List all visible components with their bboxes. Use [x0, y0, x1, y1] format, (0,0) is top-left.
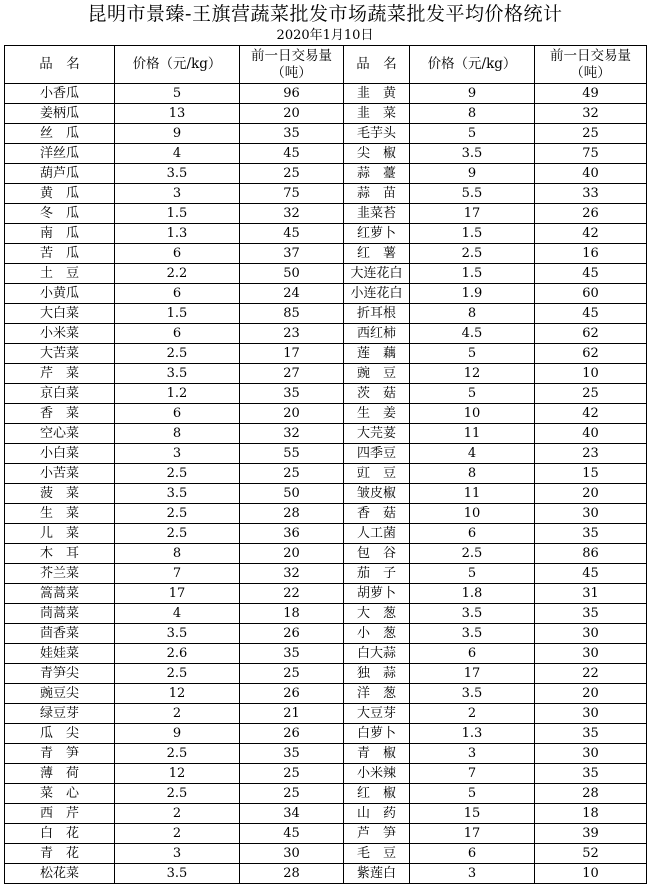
- right-volume-cell: 32: [535, 104, 647, 124]
- right-price-cell: 11: [410, 484, 535, 504]
- table-row: [5, 544, 647, 564]
- right-volume-cell: 10: [535, 364, 647, 384]
- left-volume-cell: 18: [240, 604, 344, 624]
- right-volume-cell: 26: [535, 204, 647, 224]
- right-volume-cell: 33: [535, 184, 647, 204]
- right-price-cell: 17: [410, 824, 535, 844]
- table-header-row: [5, 46, 647, 84]
- right-price-cell: 3: [410, 744, 535, 764]
- left-volume-cell: 25: [240, 784, 344, 804]
- left-name-cell: 小苦菜: [5, 464, 115, 484]
- left-name-cell: 香 菜: [5, 404, 115, 424]
- right-volume-cell: 35: [535, 764, 647, 784]
- right-volume-cell: 35: [535, 524, 647, 544]
- left-name-cell: 娃娃菜: [5, 644, 115, 664]
- left-name-cell: 茼蒿菜: [5, 604, 115, 624]
- right-name-cell: 小连花白: [344, 284, 410, 304]
- table-row: [5, 124, 647, 144]
- left-name-cell: 绿豆芽: [5, 704, 115, 724]
- right-name-cell: 洋 葱: [344, 684, 410, 704]
- left-price-cell: 1.3: [115, 224, 240, 244]
- right-price-cell: 3.5: [410, 624, 535, 644]
- left-name-cell: 菠 菜: [5, 484, 115, 504]
- right-name-cell: 莲 藕: [344, 344, 410, 364]
- right-volume-cell: 35: [535, 604, 647, 624]
- table-row: [5, 244, 647, 264]
- right-price-cell: 2: [410, 704, 535, 724]
- table-row: [5, 444, 647, 464]
- right-volume-cell: 30: [535, 744, 647, 764]
- right-name-cell: 大芫荽: [344, 424, 410, 444]
- left-volume-cell: 22: [240, 584, 344, 604]
- right-volume-cell: 62: [535, 324, 647, 344]
- right-price-cell: 1.5: [410, 224, 535, 244]
- right-volume-cell: 42: [535, 404, 647, 424]
- table-row: [5, 744, 647, 764]
- left-price-cell: 3.5: [115, 864, 240, 884]
- price-table: [4, 45, 647, 884]
- left-volume-cell: 23: [240, 324, 344, 344]
- right-price-cell: 4: [410, 444, 535, 464]
- right-price-cell: 5: [410, 784, 535, 804]
- right-name-cell: 茄 子: [344, 564, 410, 584]
- left-price-cell: 12: [115, 764, 240, 784]
- right-name-cell: 蒜 苗: [344, 184, 410, 204]
- left-price-cell: 6: [115, 244, 240, 264]
- right-volume-cell: 86: [535, 544, 647, 564]
- left-volume-cell: 26: [240, 684, 344, 704]
- table-row: [5, 264, 647, 284]
- left-price-cell: 4: [115, 144, 240, 164]
- left-name-cell: 青 花: [5, 844, 115, 864]
- right-price-cell: 5.5: [410, 184, 535, 204]
- right-price-cell: 6: [410, 524, 535, 544]
- left-name-cell: 小黄瓜: [5, 284, 115, 304]
- right-name-cell: 包 谷: [344, 544, 410, 564]
- right-price-cell: 5: [410, 344, 535, 364]
- right-volume-cell: 30: [535, 504, 647, 524]
- right-volume-cell: 31: [535, 584, 647, 604]
- right-volume-cell: 16: [535, 244, 647, 264]
- right-name-cell: 白萝卜: [344, 724, 410, 744]
- left-volume-cell: 32: [240, 204, 344, 224]
- left-name-cell: 洋丝瓜: [5, 144, 115, 164]
- left-volume-cell: 20: [240, 104, 344, 124]
- left-name-cell: 儿 菜: [5, 524, 115, 544]
- right-price-cell: 5: [410, 564, 535, 584]
- right-name-cell: 四季豆: [344, 444, 410, 464]
- right-volume-cell: 25: [535, 384, 647, 404]
- left-volume-cell: 45: [240, 224, 344, 244]
- left-name-cell: 瓜 尖: [5, 724, 115, 744]
- left-name-cell: 篙蒿菜: [5, 584, 115, 604]
- right-volume-cell: 42: [535, 224, 647, 244]
- right-price-cell: 4.5: [410, 324, 535, 344]
- left-name-cell: 空心菜: [5, 424, 115, 444]
- right-volume-cell: 20: [535, 484, 647, 504]
- header-volume-left: 前一日交易量（吨）: [240, 46, 344, 84]
- left-price-cell: 12: [115, 684, 240, 704]
- right-price-cell: 3.5: [410, 684, 535, 704]
- right-name-cell: 豌 豆: [344, 364, 410, 384]
- right-name-cell: 红 椒: [344, 784, 410, 804]
- right-price-cell: 3.5: [410, 604, 535, 624]
- table-row: [5, 504, 647, 524]
- left-volume-cell: 25: [240, 164, 344, 184]
- right-volume-cell: 30: [535, 704, 647, 724]
- table-row: [5, 284, 647, 304]
- left-price-cell: 13: [115, 104, 240, 124]
- table-row: [5, 664, 647, 684]
- right-price-cell: 2.5: [410, 244, 535, 264]
- left-name-cell: 大苦菜: [5, 344, 115, 364]
- right-volume-cell: 15: [535, 464, 647, 484]
- left-price-cell: 2: [115, 804, 240, 824]
- right-price-cell: 8: [410, 464, 535, 484]
- left-price-cell: 5: [115, 84, 240, 104]
- table-row: [5, 104, 647, 124]
- table-row: [5, 84, 647, 104]
- left-price-cell: 2: [115, 824, 240, 844]
- left-name-cell: 白 花: [5, 824, 115, 844]
- right-name-cell: 白大蒜: [344, 644, 410, 664]
- left-price-cell: 3: [115, 184, 240, 204]
- header-name-right: 品 名: [344, 46, 410, 84]
- table-row: [5, 764, 647, 784]
- right-name-cell: 大豆芽: [344, 704, 410, 724]
- left-name-cell: 冬 瓜: [5, 204, 115, 224]
- left-volume-cell: 45: [240, 144, 344, 164]
- left-price-cell: 9: [115, 124, 240, 144]
- left-price-cell: 9: [115, 724, 240, 744]
- left-volume-cell: 32: [240, 564, 344, 584]
- header-price-right: 价格（元/kg）: [410, 46, 535, 84]
- left-name-cell: 京白菜: [5, 384, 115, 404]
- table-row: [5, 804, 647, 824]
- left-price-cell: 6: [115, 284, 240, 304]
- table-row: [5, 584, 647, 604]
- table-row: [5, 644, 647, 664]
- right-volume-cell: 40: [535, 164, 647, 184]
- header-name-left: 品 名: [5, 46, 115, 84]
- left-name-cell: 生 菜: [5, 504, 115, 524]
- left-name-cell: 葫芦瓜: [5, 164, 115, 184]
- right-volume-cell: 28: [535, 784, 647, 804]
- left-price-cell: 2.5: [115, 464, 240, 484]
- left-price-cell: 8: [115, 424, 240, 444]
- table-row: [5, 624, 647, 644]
- left-volume-cell: 75: [240, 184, 344, 204]
- left-name-cell: 青笋尖: [5, 664, 115, 684]
- right-price-cell: 9: [410, 84, 535, 104]
- left-volume-cell: 17: [240, 344, 344, 364]
- left-volume-cell: 30: [240, 844, 344, 864]
- left-volume-cell: 20: [240, 544, 344, 564]
- left-name-cell: 大白菜: [5, 304, 115, 324]
- right-volume-cell: 39: [535, 824, 647, 844]
- table-row: [5, 784, 647, 804]
- left-volume-cell: 55: [240, 444, 344, 464]
- right-price-cell: 8: [410, 104, 535, 124]
- left-price-cell: 3.5: [115, 164, 240, 184]
- left-price-cell: 2.5: [115, 524, 240, 544]
- table-row: [5, 424, 647, 444]
- right-name-cell: 豇 豆: [344, 464, 410, 484]
- right-name-cell: 皱皮椒: [344, 484, 410, 504]
- right-name-cell: 紫莲白: [344, 864, 410, 884]
- table-row: [5, 824, 647, 844]
- right-price-cell: 6: [410, 644, 535, 664]
- left-name-cell: 苦 瓜: [5, 244, 115, 264]
- left-volume-cell: 28: [240, 504, 344, 524]
- left-volume-cell: 35: [240, 384, 344, 404]
- left-price-cell: 1.2: [115, 384, 240, 404]
- left-volume-cell: 50: [240, 484, 344, 504]
- left-price-cell: 2.5: [115, 744, 240, 764]
- right-volume-cell: 52: [535, 844, 647, 864]
- left-name-cell: 芥兰菜: [5, 564, 115, 584]
- right-price-cell: 7: [410, 764, 535, 784]
- left-name-cell: 菜 心: [5, 784, 115, 804]
- left-price-cell: 2.2: [115, 264, 240, 284]
- right-name-cell: 山 药: [344, 804, 410, 824]
- right-name-cell: 青 椒: [344, 744, 410, 764]
- table-body: [5, 84, 647, 884]
- right-price-cell: 10: [410, 504, 535, 524]
- right-volume-cell: 30: [535, 644, 647, 664]
- right-name-cell: 人工菌: [344, 524, 410, 544]
- left-volume-cell: 50: [240, 264, 344, 284]
- left-price-cell: 3.5: [115, 364, 240, 384]
- right-name-cell: 折耳根: [344, 304, 410, 324]
- left-volume-cell: 25: [240, 764, 344, 784]
- left-price-cell: 3.5: [115, 624, 240, 644]
- report-date: 2020年1月10日: [276, 28, 374, 43]
- left-volume-cell: 27: [240, 364, 344, 384]
- left-name-cell: 西 芹: [5, 804, 115, 824]
- table-row: [5, 144, 647, 164]
- right-price-cell: 10: [410, 404, 535, 424]
- table-row: [5, 304, 647, 324]
- right-price-cell: 11: [410, 424, 535, 444]
- left-price-cell: 3: [115, 444, 240, 464]
- right-volume-cell: 45: [535, 564, 647, 584]
- right-name-cell: 韭 菜: [344, 104, 410, 124]
- right-price-cell: 6: [410, 844, 535, 864]
- table-row: [5, 604, 647, 624]
- header-price-left: 价格（元/kg）: [115, 46, 240, 84]
- right-name-cell: 香 菇: [344, 504, 410, 524]
- left-name-cell: 薄 荷: [5, 764, 115, 784]
- table-row: [5, 204, 647, 224]
- left-price-cell: 6: [115, 324, 240, 344]
- left-volume-cell: 26: [240, 724, 344, 744]
- right-name-cell: 大连花白: [344, 264, 410, 284]
- left-volume-cell: 35: [240, 644, 344, 664]
- right-volume-cell: 23: [535, 444, 647, 464]
- left-price-cell: 2.5: [115, 664, 240, 684]
- right-price-cell: 1.8: [410, 584, 535, 604]
- left-volume-cell: 37: [240, 244, 344, 264]
- right-name-cell: 大 葱: [344, 604, 410, 624]
- left-name-cell: 黄 瓜: [5, 184, 115, 204]
- left-volume-cell: 25: [240, 464, 344, 484]
- table-row: [5, 704, 647, 724]
- left-volume-cell: 35: [240, 124, 344, 144]
- right-price-cell: 5: [410, 124, 535, 144]
- right-volume-cell: 25: [535, 124, 647, 144]
- right-volume-cell: 49: [535, 84, 647, 104]
- left-volume-cell: 26: [240, 624, 344, 644]
- left-volume-cell: 34: [240, 804, 344, 824]
- right-name-cell: 红萝卜: [344, 224, 410, 244]
- right-price-cell: 1.9: [410, 284, 535, 304]
- left-price-cell: 2.5: [115, 784, 240, 804]
- table-row: [5, 324, 647, 344]
- right-name-cell: 茨 菇: [344, 384, 410, 404]
- left-price-cell: 1.5: [115, 304, 240, 324]
- right-price-cell: 1.3: [410, 724, 535, 744]
- right-volume-cell: 22: [535, 664, 647, 684]
- right-volume-cell: 60: [535, 284, 647, 304]
- right-price-cell: 15: [410, 804, 535, 824]
- left-price-cell: 7: [115, 564, 240, 584]
- table-row: [5, 724, 647, 744]
- left-volume-cell: 45: [240, 824, 344, 844]
- right-name-cell: 胡萝卜: [344, 584, 410, 604]
- right-name-cell: 尖 椒: [344, 144, 410, 164]
- right-name-cell: 红 薯: [344, 244, 410, 264]
- right-price-cell: 9: [410, 164, 535, 184]
- right-name-cell: 独 蒜: [344, 664, 410, 684]
- left-name-cell: 小米菜: [5, 324, 115, 344]
- report-title: 昆明市景臻-王旗营蔬菜批发市场蔬菜批发平均价格统计: [87, 3, 563, 25]
- right-volume-cell: 30: [535, 624, 647, 644]
- table-row: [5, 564, 647, 584]
- left-price-cell: 1.5: [115, 204, 240, 224]
- left-volume-cell: 35: [240, 744, 344, 764]
- right-volume-cell: 10: [535, 864, 647, 884]
- table-row: [5, 864, 647, 884]
- right-name-cell: 韭菜苔: [344, 204, 410, 224]
- header-volume-right: 前一日交易量（吨）: [535, 46, 647, 84]
- table-row: [5, 224, 647, 244]
- left-price-cell: 2: [115, 704, 240, 724]
- right-volume-cell: 45: [535, 264, 647, 284]
- table-row: [5, 844, 647, 864]
- left-price-cell: 2.6: [115, 644, 240, 664]
- left-price-cell: 2.5: [115, 344, 240, 364]
- table-row: [5, 404, 647, 424]
- right-price-cell: 2.5: [410, 544, 535, 564]
- right-volume-cell: 62: [535, 344, 647, 364]
- right-volume-cell: 20: [535, 684, 647, 704]
- table-row: [5, 684, 647, 704]
- right-name-cell: 西红柿: [344, 324, 410, 344]
- right-volume-cell: 18: [535, 804, 647, 824]
- right-price-cell: 3: [410, 864, 535, 884]
- right-volume-cell: 75: [535, 144, 647, 164]
- table-row: [5, 464, 647, 484]
- left-volume-cell: 96: [240, 84, 344, 104]
- left-name-cell: 南 瓜: [5, 224, 115, 244]
- left-name-cell: 木 耳: [5, 544, 115, 564]
- left-volume-cell: 36: [240, 524, 344, 544]
- left-price-cell: 8: [115, 544, 240, 564]
- left-volume-cell: 25: [240, 664, 344, 684]
- table-row: [5, 344, 647, 364]
- right-name-cell: 毛 豆: [344, 844, 410, 864]
- left-price-cell: 6: [115, 404, 240, 424]
- left-volume-cell: 32: [240, 424, 344, 444]
- left-name-cell: 小白菜: [5, 444, 115, 464]
- right-price-cell: 5: [410, 384, 535, 404]
- right-price-cell: 17: [410, 664, 535, 684]
- right-name-cell: 韭 黄: [344, 84, 410, 104]
- right-price-cell: 1.5: [410, 264, 535, 284]
- left-name-cell: 松花菜: [5, 864, 115, 884]
- left-volume-cell: 85: [240, 304, 344, 324]
- table-row: [5, 524, 647, 544]
- table-row: [5, 364, 647, 384]
- left-name-cell: 茴香菜: [5, 624, 115, 644]
- left-volume-cell: 20: [240, 404, 344, 424]
- left-name-cell: 芹 菜: [5, 364, 115, 384]
- left-price-cell: 2.5: [115, 504, 240, 524]
- table-row: [5, 384, 647, 404]
- table-row: [5, 484, 647, 504]
- right-name-cell: 生 姜: [344, 404, 410, 424]
- left-price-cell: 3.5: [115, 484, 240, 504]
- right-name-cell: 小 葱: [344, 624, 410, 644]
- left-name-cell: 小香瓜: [5, 84, 115, 104]
- left-price-cell: 3: [115, 844, 240, 864]
- left-price-cell: 4: [115, 604, 240, 624]
- right-volume-cell: 35: [535, 724, 647, 744]
- right-price-cell: 17: [410, 204, 535, 224]
- left-name-cell: 丝 瓜: [5, 124, 115, 144]
- left-volume-cell: 24: [240, 284, 344, 304]
- right-volume-cell: 40: [535, 424, 647, 444]
- right-price-cell: 12: [410, 364, 535, 384]
- left-volume-cell: 28: [240, 864, 344, 884]
- right-price-cell: 3.5: [410, 144, 535, 164]
- left-name-cell: 土 豆: [5, 264, 115, 284]
- right-name-cell: 毛芋头: [344, 124, 410, 144]
- table-row: [5, 184, 647, 204]
- left-price-cell: 17: [115, 584, 240, 604]
- right-volume-cell: 45: [535, 304, 647, 324]
- table-row: [5, 164, 647, 184]
- left-name-cell: 青 笋: [5, 744, 115, 764]
- right-name-cell: 蒜 薹: [344, 164, 410, 184]
- left-name-cell: 豌豆尖: [5, 684, 115, 704]
- left-volume-cell: 21: [240, 704, 344, 724]
- right-name-cell: 小米辣: [344, 764, 410, 784]
- left-name-cell: 姜柄瓜: [5, 104, 115, 124]
- right-name-cell: 芦 笋: [344, 824, 410, 844]
- right-price-cell: 8: [410, 304, 535, 324]
